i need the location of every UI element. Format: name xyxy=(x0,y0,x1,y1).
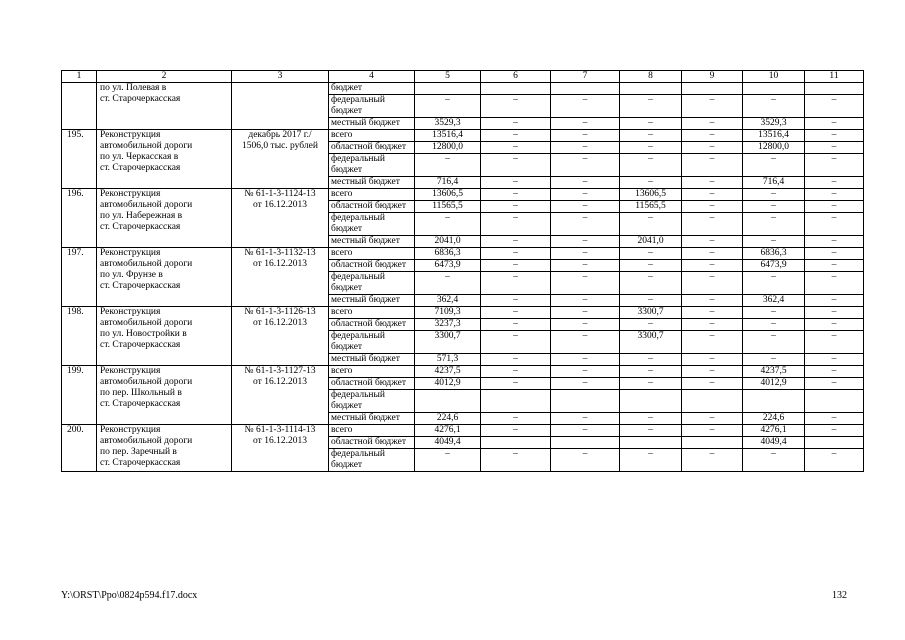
item-name xyxy=(97,307,232,366)
value-cell-col-8: 11565,5 xyxy=(620,201,682,213)
value-cell-col-10: – xyxy=(743,154,805,177)
value-cell-col-9: – xyxy=(682,319,743,331)
item-document-line: от 16.12.2013 xyxy=(253,200,307,210)
column-header-7: 7 xyxy=(551,71,620,83)
value-cell-col-9: – xyxy=(682,378,743,390)
value-cell-col-6: – xyxy=(481,319,551,331)
item-name xyxy=(97,366,232,425)
value-cell-col-6: – xyxy=(481,189,551,201)
item-name-line: ст. Старочеркасская xyxy=(100,281,181,291)
value-cell-col-5: 4049,4 xyxy=(415,437,481,449)
value-cell-col-9 xyxy=(682,390,743,413)
column-header-9: 9 xyxy=(682,71,743,83)
column-header-2: 2 xyxy=(97,71,232,83)
funding-type: местный бюджет xyxy=(329,413,415,425)
value-cell-col-6 xyxy=(481,437,551,449)
value-cell-col-7: – xyxy=(551,331,620,354)
value-cell-col-5: – xyxy=(415,95,481,118)
value-cell-col-9: – xyxy=(682,354,743,366)
item-document-line: № 61-1-3-1124-13 xyxy=(244,189,316,199)
funding-type: федеральный бюджет xyxy=(329,390,415,413)
item-name-line: автомобильной дороги xyxy=(100,200,193,210)
value-cell-col-9 xyxy=(682,83,743,95)
value-cell-col-5: – xyxy=(415,272,481,295)
funding-type: всего xyxy=(329,130,415,142)
value-cell-col-8: – xyxy=(620,295,682,307)
item-name-line: Реконструкция xyxy=(100,307,161,317)
value-cell-col-7: – xyxy=(551,142,620,154)
value-cell-col-9: – xyxy=(682,449,743,472)
value-cell-col-7: – xyxy=(551,378,620,390)
item-document xyxy=(232,189,329,248)
column-header-5: 5 xyxy=(415,71,481,83)
funding-type: всего xyxy=(329,307,415,319)
value-cell-col-6: – xyxy=(481,378,551,390)
item-number: 200. xyxy=(62,425,97,472)
value-cell-col-5: 6473,9 xyxy=(415,260,481,272)
item-name xyxy=(97,83,232,130)
value-cell-col-9: – xyxy=(682,425,743,437)
value-cell-col-10: – xyxy=(743,319,805,331)
value-cell-col-10: 716,4 xyxy=(743,177,805,189)
value-cell-col-11: – xyxy=(805,295,864,307)
value-cell-col-7: – xyxy=(551,236,620,248)
value-cell-col-10: – xyxy=(743,201,805,213)
item-name xyxy=(97,425,232,472)
value-cell-col-8: – xyxy=(620,118,682,130)
value-cell-col-7: – xyxy=(551,449,620,472)
item-document-line: от 16.12.2013 xyxy=(253,259,307,269)
value-cell-col-8: – xyxy=(620,354,682,366)
value-cell-col-7: – xyxy=(551,272,620,295)
value-cell-col-8: 13606,5 xyxy=(620,189,682,201)
item-number: 198. xyxy=(62,307,97,366)
item-number: 199. xyxy=(62,366,97,425)
value-cell-col-10: 224,6 xyxy=(743,413,805,425)
item-document xyxy=(232,366,329,425)
item-name-line: по ул. Набережная в xyxy=(100,211,183,221)
value-cell-col-9: – xyxy=(682,260,743,272)
value-cell-col-10: 3529,3 xyxy=(743,118,805,130)
value-cell-col-9: – xyxy=(682,213,743,236)
value-cell-col-9: – xyxy=(682,236,743,248)
value-cell-col-6: – xyxy=(481,236,551,248)
value-cell-col-6 xyxy=(481,390,551,413)
value-cell-col-11: – xyxy=(805,413,864,425)
value-cell-col-9 xyxy=(682,437,743,449)
item-name-line: ст. Старочеркасская xyxy=(100,399,181,409)
value-cell-col-7: – xyxy=(551,213,620,236)
value-cell-col-7: – xyxy=(551,295,620,307)
value-cell-col-11 xyxy=(805,390,864,413)
value-cell-col-10: – xyxy=(743,95,805,118)
value-cell-col-5: – xyxy=(415,213,481,236)
funding-type: федеральный бюджет xyxy=(329,154,415,177)
funding-type: областной бюджет xyxy=(329,260,415,272)
column-header-10: 10 xyxy=(743,71,805,83)
funding-type: областной бюджет xyxy=(329,319,415,331)
value-cell-col-10: – xyxy=(743,354,805,366)
funding-type: всего xyxy=(329,189,415,201)
value-cell-col-10: – xyxy=(743,272,805,295)
item-name-line: автомобильной дороги xyxy=(100,259,193,269)
value-cell-col-5: 571,3 xyxy=(415,354,481,366)
value-cell-col-6: – xyxy=(481,366,551,378)
value-cell-col-11: – xyxy=(805,425,864,437)
value-cell-col-9: – xyxy=(682,189,743,201)
item-name-line: по ул. Фрунзе в xyxy=(100,270,163,280)
value-cell-col-11: – xyxy=(805,142,864,154)
item-name-line: Реконструкция xyxy=(100,248,161,258)
value-cell-col-11: – xyxy=(805,130,864,142)
table-row xyxy=(62,189,864,201)
value-cell-col-5: 13606,5 xyxy=(415,189,481,201)
value-cell-col-5: 3529,3 xyxy=(415,118,481,130)
value-cell-col-5: – xyxy=(415,154,481,177)
value-cell-col-9: – xyxy=(682,130,743,142)
funding-type: местный бюджет xyxy=(329,295,415,307)
value-cell-col-11: – xyxy=(805,307,864,319)
item-document-line: № 61-1-3-1132-13 xyxy=(244,248,316,258)
value-cell-col-11: – xyxy=(805,354,864,366)
value-cell-col-6: – xyxy=(481,213,551,236)
value-cell-col-8: 3300,7 xyxy=(620,307,682,319)
value-cell-col-7: – xyxy=(551,118,620,130)
value-cell-col-10: 13516,4 xyxy=(743,130,805,142)
value-cell-col-11: – xyxy=(805,177,864,189)
funding-type: областной бюджет xyxy=(329,201,415,213)
value-cell-col-10: 4276,1 xyxy=(743,425,805,437)
value-cell-col-11: – xyxy=(805,248,864,260)
value-cell-col-8: – xyxy=(620,154,682,177)
table-row xyxy=(62,83,864,95)
value-cell-col-11: – xyxy=(805,378,864,390)
funding-type: федеральный бюджет xyxy=(329,449,415,472)
value-cell-col-6: – xyxy=(481,354,551,366)
value-cell-col-7: – xyxy=(551,413,620,425)
value-cell-col-9: – xyxy=(682,95,743,118)
value-cell-col-9: – xyxy=(682,177,743,189)
value-cell-col-10: 362,4 xyxy=(743,295,805,307)
value-cell-col-7: – xyxy=(551,201,620,213)
footer-page-number: 132 xyxy=(832,590,847,601)
value-cell-col-5: 2041,0 xyxy=(415,236,481,248)
value-cell-col-5: – xyxy=(415,449,481,472)
table-row xyxy=(62,366,864,378)
item-document-line: 1506,0 тыс. рублей xyxy=(242,141,318,151)
table-header-row xyxy=(62,71,864,83)
value-cell-col-8: 2041,0 xyxy=(620,236,682,248)
value-cell-col-11: – xyxy=(805,201,864,213)
item-name xyxy=(97,189,232,248)
item-name-line: ст. Старочеркасская xyxy=(100,94,181,104)
value-cell-col-5: 3300,7 xyxy=(415,331,481,354)
value-cell-col-11: – xyxy=(805,272,864,295)
item-name-line: Реконструкция xyxy=(100,189,161,199)
funding-type: местный бюджет xyxy=(329,236,415,248)
value-cell-col-10: – xyxy=(743,236,805,248)
table-body xyxy=(62,71,864,472)
value-cell-col-9: – xyxy=(682,154,743,177)
value-cell-col-6: – xyxy=(481,331,551,354)
value-cell-col-10: 4012,9 xyxy=(743,378,805,390)
funding-type: областной бюджет xyxy=(329,378,415,390)
value-cell-col-6: – xyxy=(481,118,551,130)
item-name xyxy=(97,248,232,307)
item-name-line: автомобильной дороги xyxy=(100,436,193,446)
value-cell-col-8: – xyxy=(620,449,682,472)
value-cell-col-8: – xyxy=(620,213,682,236)
value-cell-col-9: – xyxy=(682,331,743,354)
value-cell-col-10: – xyxy=(743,449,805,472)
value-cell-col-10 xyxy=(743,83,805,95)
value-cell-col-5: 4012,9 xyxy=(415,378,481,390)
value-cell-col-11: – xyxy=(805,213,864,236)
item-document-line: № 61-1-3-1126-13 xyxy=(244,307,316,317)
item-name-line: ст. Старочеркасская xyxy=(100,340,181,350)
value-cell-col-11 xyxy=(805,437,864,449)
value-cell-col-11: – xyxy=(805,449,864,472)
value-cell-col-5: 12800,0 xyxy=(415,142,481,154)
item-document-line: № 61-1-3-1127-13 xyxy=(244,366,316,376)
column-header-8: 8 xyxy=(620,71,682,83)
item-document xyxy=(232,248,329,307)
value-cell-col-7: – xyxy=(551,319,620,331)
value-cell-col-7: – xyxy=(551,154,620,177)
value-cell-col-7: – xyxy=(551,130,620,142)
item-number: 197. xyxy=(62,248,97,307)
value-cell-col-8: 3300,7 xyxy=(620,331,682,354)
value-cell-col-11: – xyxy=(805,95,864,118)
value-cell-col-10: 12800,0 xyxy=(743,142,805,154)
item-name-line: по пер. Школьный в xyxy=(100,388,182,398)
value-cell-col-6: – xyxy=(481,307,551,319)
value-cell-col-8: – xyxy=(620,319,682,331)
value-cell-col-7 xyxy=(551,390,620,413)
funding-type: областной бюджет xyxy=(329,142,415,154)
value-cell-col-5: 13516,4 xyxy=(415,130,481,142)
funding-type: всего xyxy=(329,366,415,378)
item-name-line: ст. Старочеркасская xyxy=(100,163,181,173)
value-cell-col-5: 4237,5 xyxy=(415,366,481,378)
item-document-line: № 61-1-3-1114-13 xyxy=(244,425,316,435)
funding-type: местный бюджет xyxy=(329,177,415,189)
value-cell-col-7 xyxy=(551,437,620,449)
value-cell-col-5: 716,4 xyxy=(415,177,481,189)
table-row xyxy=(62,248,864,260)
value-cell-col-8 xyxy=(620,83,682,95)
value-cell-col-6: – xyxy=(481,425,551,437)
item-number: 195. xyxy=(62,130,97,189)
funding-type: областной бюджет xyxy=(329,437,415,449)
item-number: 196. xyxy=(62,189,97,248)
item-document xyxy=(232,307,329,366)
value-cell-col-8: – xyxy=(620,378,682,390)
item-number xyxy=(62,83,97,130)
item-name-line: автомобильной дороги xyxy=(100,377,193,387)
value-cell-col-10: – xyxy=(743,213,805,236)
value-cell-col-9: – xyxy=(682,366,743,378)
value-cell-col-9: – xyxy=(682,413,743,425)
item-name-line: ст. Старочеркасская xyxy=(100,222,181,232)
value-cell-col-8: – xyxy=(620,142,682,154)
funding-type: федеральный бюджет xyxy=(329,272,415,295)
column-header-1: 1 xyxy=(62,71,97,83)
column-header-4: 4 xyxy=(329,71,415,83)
value-cell-col-5 xyxy=(415,390,481,413)
column-header-3: 3 xyxy=(232,71,329,83)
value-cell-col-5: 4276,1 xyxy=(415,425,481,437)
value-cell-col-7 xyxy=(551,83,620,95)
item-document-line: декабрь 2017 г./ xyxy=(248,130,312,140)
funding-type: федеральный бюджет xyxy=(329,95,415,118)
value-cell-col-6: – xyxy=(481,272,551,295)
value-cell-col-9: – xyxy=(682,201,743,213)
value-cell-col-10: 6473,9 xyxy=(743,260,805,272)
value-cell-col-7: – xyxy=(551,260,620,272)
table-row xyxy=(62,307,864,319)
item-document-line: от 16.12.2013 xyxy=(253,318,307,328)
funding-type: федеральный бюджет xyxy=(329,331,415,354)
value-cell-col-5: 11565,5 xyxy=(415,201,481,213)
value-cell-col-9: – xyxy=(682,248,743,260)
value-cell-col-6: – xyxy=(481,95,551,118)
value-cell-col-6: – xyxy=(481,177,551,189)
funding-type: местный бюджет xyxy=(329,354,415,366)
value-cell-col-9: – xyxy=(682,118,743,130)
value-cell-col-11: – xyxy=(805,319,864,331)
item-name-line: автомобильной дороги xyxy=(100,141,193,151)
value-cell-col-10: 6836,3 xyxy=(743,248,805,260)
value-cell-col-11: – xyxy=(805,189,864,201)
value-cell-col-5: 7109,3 xyxy=(415,307,481,319)
value-cell-col-7: – xyxy=(551,425,620,437)
value-cell-col-5 xyxy=(415,83,481,95)
value-cell-col-8: – xyxy=(620,413,682,425)
value-cell-col-7: – xyxy=(551,189,620,201)
value-cell-col-7: – xyxy=(551,95,620,118)
table-row xyxy=(62,130,864,142)
item-name xyxy=(97,130,232,189)
value-cell-col-6: – xyxy=(481,449,551,472)
funding-type: всего xyxy=(329,248,415,260)
funding-type: всего xyxy=(329,425,415,437)
funding-type: федеральный бюджет xyxy=(329,213,415,236)
value-cell-col-11: – xyxy=(805,260,864,272)
value-cell-col-10: – xyxy=(743,189,805,201)
value-cell-col-11: – xyxy=(805,118,864,130)
item-document xyxy=(232,130,329,189)
value-cell-col-7: – xyxy=(551,354,620,366)
value-cell-col-10 xyxy=(743,390,805,413)
value-cell-col-8 xyxy=(620,437,682,449)
item-name-line: по пер. Заречный в xyxy=(100,447,177,457)
value-cell-col-8: – xyxy=(620,260,682,272)
item-name-line: Реконструкция xyxy=(100,425,161,435)
item-name-line: по ул. Черкасская в xyxy=(100,152,179,162)
value-cell-col-5: 362,4 xyxy=(415,295,481,307)
value-cell-col-6 xyxy=(481,83,551,95)
value-cell-col-10: 4237,5 xyxy=(743,366,805,378)
value-cell-col-6: – xyxy=(481,295,551,307)
value-cell-col-8: – xyxy=(620,248,682,260)
funding-type: местный бюджет xyxy=(329,118,415,130)
value-cell-col-5: 224,6 xyxy=(415,413,481,425)
value-cell-col-8: – xyxy=(620,95,682,118)
value-cell-col-8: – xyxy=(620,366,682,378)
value-cell-col-9: – xyxy=(682,307,743,319)
value-cell-col-9: – xyxy=(682,142,743,154)
value-cell-col-11: – xyxy=(805,366,864,378)
item-name-line: по ул. Полевая в xyxy=(100,83,167,93)
value-cell-col-6: – xyxy=(481,413,551,425)
value-cell-col-7: – xyxy=(551,366,620,378)
value-cell-col-10: – xyxy=(743,331,805,354)
value-cell-col-8: – xyxy=(620,272,682,295)
value-cell-col-11: – xyxy=(805,236,864,248)
item-name-line: по ул. Новостройки в xyxy=(100,329,187,339)
value-cell-col-8 xyxy=(620,390,682,413)
item-document-line: от 16.12.2013 xyxy=(253,377,307,387)
value-cell-col-11: – xyxy=(805,331,864,354)
value-cell-col-7: – xyxy=(551,307,620,319)
value-cell-col-6: – xyxy=(481,248,551,260)
value-cell-col-6: – xyxy=(481,201,551,213)
value-cell-col-11 xyxy=(805,83,864,95)
value-cell-col-6: – xyxy=(481,130,551,142)
footer-file-path: Y:\ORST\Ppo\0824p594.f17.docx xyxy=(61,590,198,601)
item-document xyxy=(232,83,329,130)
value-cell-col-8: – xyxy=(620,425,682,437)
value-cell-col-8: – xyxy=(620,130,682,142)
value-cell-col-5: 3237,3 xyxy=(415,319,481,331)
item-document-line: от 16.12.2013 xyxy=(253,436,307,446)
value-cell-col-6: – xyxy=(481,142,551,154)
value-cell-col-9: – xyxy=(682,272,743,295)
item-name-line: Реконструкция xyxy=(100,130,161,140)
item-name-line: Реконструкция xyxy=(100,366,161,376)
item-name-line: ст. Старочеркасская xyxy=(100,458,181,468)
value-cell-col-9: – xyxy=(682,295,743,307)
item-document xyxy=(232,425,329,472)
value-cell-col-6: – xyxy=(481,260,551,272)
item-name-line: автомобильной дороги xyxy=(100,318,193,328)
value-cell-col-5: 6836,3 xyxy=(415,248,481,260)
budget-table xyxy=(61,70,864,472)
table-row xyxy=(62,425,864,437)
funding-type: бюджет xyxy=(329,83,415,95)
value-cell-col-7: – xyxy=(551,177,620,189)
value-cell-col-11: – xyxy=(805,154,864,177)
column-header-11: 11 xyxy=(805,71,864,83)
value-cell-col-6: – xyxy=(481,154,551,177)
column-header-6: 6 xyxy=(481,71,551,83)
value-cell-col-10: 4049,4 xyxy=(743,437,805,449)
value-cell-col-7: – xyxy=(551,248,620,260)
value-cell-col-10: – xyxy=(743,307,805,319)
value-cell-col-8: – xyxy=(620,177,682,189)
